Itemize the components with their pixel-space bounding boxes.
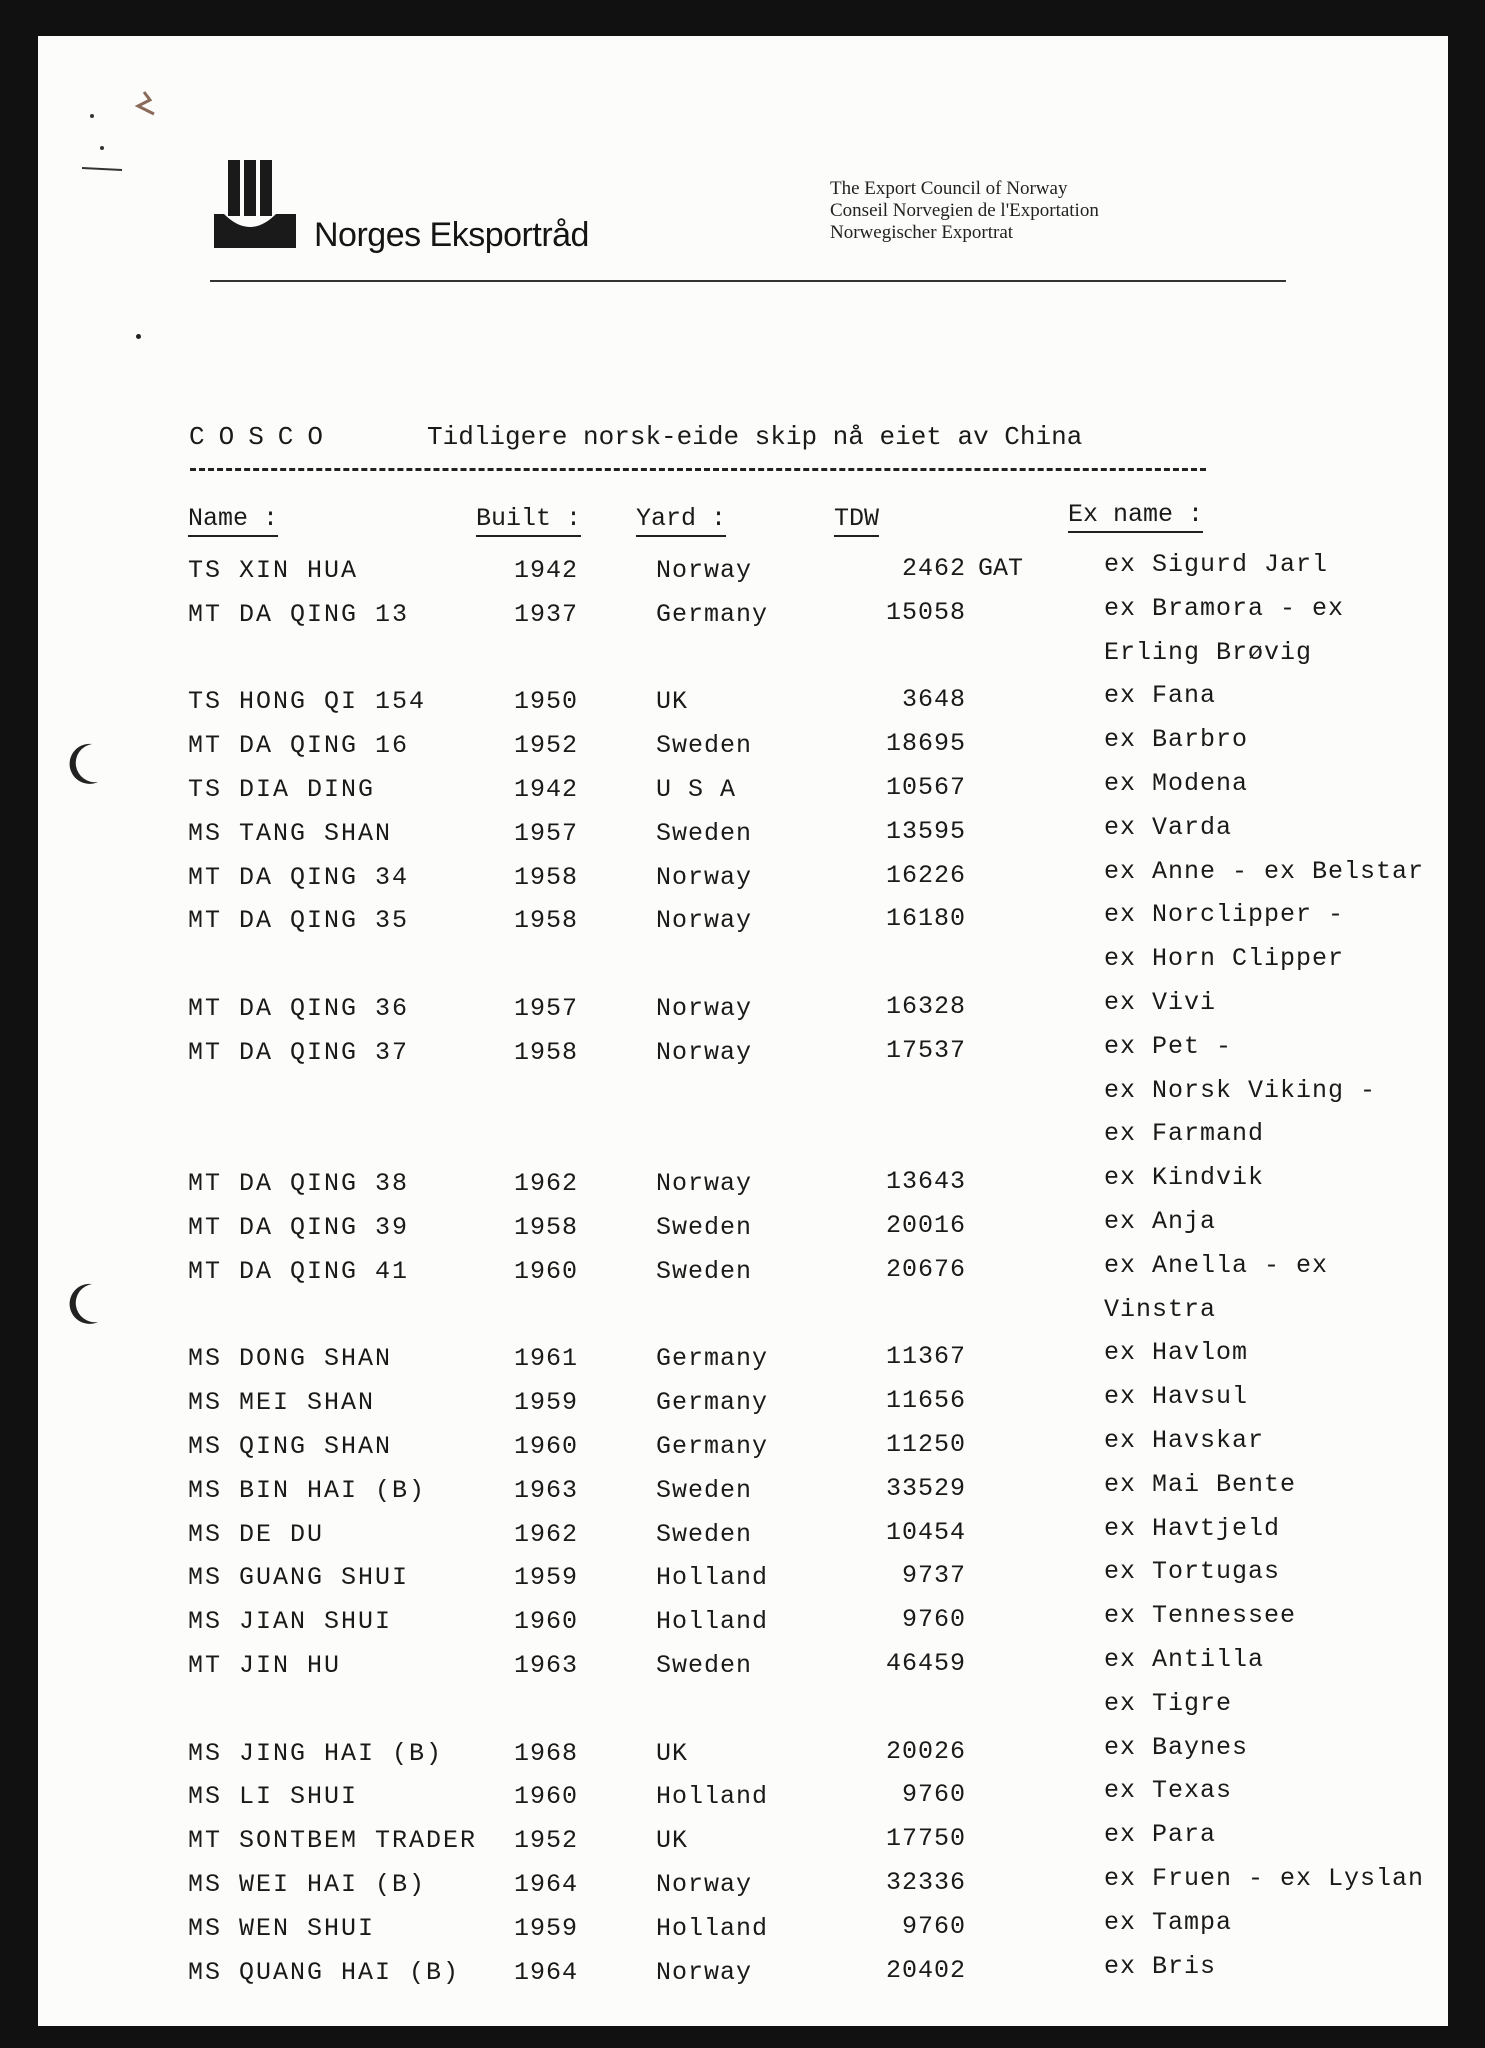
ship-built-year: 1963 (514, 1475, 579, 1505)
ship-name: MT DA QING 38 (188, 1169, 410, 1199)
council-line: Norwegischer Exportrat (830, 222, 1014, 243)
stray-dot (136, 334, 141, 339)
ship-ex-name: ex Horn Clipper (1104, 944, 1345, 974)
ship-ex-name: ex Havtjeld (1104, 1513, 1281, 1543)
ship-name: MS JING HAI (B) (188, 1738, 444, 1768)
ship-built-year: 1937 (514, 599, 579, 629)
header-name: Name : (188, 504, 278, 533)
ship-yard: Norway (656, 1169, 753, 1199)
ship-name: MT DA QING 13 (188, 599, 410, 629)
ship-ex-name: ex Baynes (1104, 1732, 1249, 1762)
ship-name: MS QUANG HAI (B) (188, 1957, 461, 1987)
header-ex-name: Ex name : (1068, 500, 1203, 529)
ship-built-year: 1964 (514, 1957, 579, 1987)
ship-yard: Germany (656, 1344, 769, 1374)
ship-ex-name: ex Anne - ex Belstar (1104, 856, 1425, 886)
ship-tdw: 2462 (901, 554, 966, 583)
ship-tdw: 9737 (901, 1561, 966, 1591)
ship-name: MS DONG SHAN (188, 1344, 393, 1374)
ship-name: MT DA QING 35 (188, 906, 410, 936)
ship-name: MS DE DU (188, 1519, 325, 1549)
ship-name: MS LI SHUI (188, 1782, 359, 1812)
ship-ex-name: ex Kindvik (1104, 1163, 1265, 1193)
ship-ex-name: ex Texas (1104, 1776, 1233, 1806)
ship-ex-name: Vinstra (1104, 1294, 1217, 1324)
ship-yard: Sweden (656, 818, 753, 848)
ship-tdw: 13595 (885, 816, 966, 846)
ship-tdw: 9760 (901, 1605, 966, 1635)
ship-name: TS HONG QI 154 (188, 687, 427, 717)
ship-yard: U S A (656, 775, 737, 804)
ship-name: TS DIA DING (188, 775, 376, 804)
norges-eksportrad-logo-icon (214, 160, 298, 250)
ship-built-year: 1958 (514, 906, 579, 936)
ship-ex-name: ex Varda (1104, 812, 1233, 842)
ship-built-year: 1964 (514, 1870, 579, 1899)
ship-yard: Holland (656, 1607, 769, 1637)
ship-yard: Holland (656, 1782, 769, 1812)
ship-name: MS JIAN SHUI (188, 1607, 393, 1637)
ship-built-year: 1942 (514, 556, 579, 585)
ship-built-year: 1959 (514, 1913, 579, 1943)
ship-tdw: 20676 (885, 1254, 966, 1284)
ship-built-year: 1957 (514, 994, 579, 1023)
ship-ex-name: ex Havlom (1104, 1338, 1249, 1368)
ship-tdw: 16328 (885, 992, 966, 1021)
ship-built-year: 1960 (514, 1782, 579, 1812)
ship-name: MS QING SHAN (188, 1432, 393, 1461)
ship-yard: UK (656, 687, 689, 717)
ship-built-year: 1962 (514, 1519, 579, 1549)
ship-built-year: 1961 (514, 1344, 579, 1374)
header-yard: Yard : (636, 504, 726, 533)
ship-tdw: 10567 (885, 773, 966, 802)
ship-yard: Sweden (656, 1519, 753, 1549)
ship-name: MT SONTBEM TRADER (188, 1826, 478, 1856)
ship-ex-name: ex Pet - (1104, 1031, 1233, 1061)
ship-built-year: 1952 (514, 1826, 579, 1856)
ship-ex-name: ex Sigurd Jarl (1104, 550, 1329, 579)
ship-yard: Germany (656, 1432, 769, 1461)
ship-ex-name: ex Norclipper - (1104, 900, 1345, 930)
ship-ex-name: ex Tigre (1104, 1688, 1233, 1718)
ship-tdw: 20026 (885, 1736, 966, 1766)
ship-built-year: 1968 (514, 1738, 579, 1768)
ship-tdw: 16226 (885, 860, 966, 890)
ship-tdw: 33529 (885, 1473, 966, 1503)
ship-tdw: 18695 (885, 729, 966, 759)
ship-ex-name: ex Fana (1104, 681, 1217, 711)
ship-built-year: 1958 (514, 862, 579, 892)
ship-name: MS WEI HAI (B) (188, 1870, 427, 1899)
ship-tdw: 11656 (885, 1386, 966, 1416)
ship-tdw: 13643 (885, 1167, 966, 1197)
ship-name: MT DA QING 16 (188, 731, 410, 761)
ship-ex-name: ex Para (1104, 1820, 1217, 1850)
ship-built-year: 1952 (514, 731, 579, 761)
ship-yard: Sweden (656, 1651, 753, 1680)
ship-ex-name: ex Tennessee (1104, 1601, 1297, 1631)
ship-tdw: 32336 (885, 1868, 966, 1897)
ship-ex-name: ex Fruen - ex Lyslan (1104, 1864, 1425, 1893)
ship-built-year: 1957 (514, 818, 579, 848)
ship-yard: Norway (656, 1037, 753, 1067)
ship-name: MT DA QING 36 (188, 994, 410, 1023)
ship-name: MS MEI SHAN (188, 1388, 376, 1418)
ship-name: MT DA QING 41 (188, 1256, 410, 1286)
ship-ex-name: ex Modena (1104, 769, 1249, 798)
ship-yard: Norway (656, 1870, 753, 1899)
ship-tdw: 3648 (901, 685, 966, 715)
ship-built-year: 1958 (514, 1213, 579, 1242)
ship-ex-name: ex Antilla (1104, 1645, 1265, 1674)
ship-tdw: 17537 (885, 1035, 966, 1065)
ship-tdw: 16180 (885, 904, 966, 934)
ship-yard: Holland (656, 1913, 769, 1943)
dashed-divider (190, 468, 1206, 471)
ship-built-year: 1963 (514, 1651, 579, 1680)
ship-ex-name: ex Anella - ex (1104, 1250, 1329, 1280)
ship-tdw: 10454 (885, 1517, 966, 1547)
ship-yard: Sweden (656, 1213, 753, 1242)
ship-ex-name: ex Havsul (1104, 1382, 1249, 1412)
ship-ex-name: ex Havskar (1104, 1426, 1265, 1455)
ship-tdw: 15058 (885, 597, 966, 627)
ship-yard: Sweden (656, 1475, 753, 1505)
council-line: Conseil Norvegien de l'Exportation (830, 200, 1099, 221)
title-org: COSCO (189, 422, 338, 452)
ship-ex-name: ex Vivi (1104, 988, 1217, 1017)
ship-yard: Norway (656, 906, 753, 936)
ship-tdw: 20016 (885, 1211, 966, 1240)
ship-built-year: 1960 (514, 1432, 579, 1461)
ship-yard: Norway (656, 556, 753, 585)
ship-ex-name: ex Anja (1104, 1207, 1217, 1236)
ship-tdw-unit: GAT (978, 554, 1024, 583)
ship-built-year: 1942 (514, 775, 579, 804)
ship-tdw: 20402 (885, 1955, 966, 1985)
ship-ex-name: ex Farmand (1104, 1119, 1265, 1149)
header-tdw: TDW (834, 504, 879, 533)
council-names (830, 178, 1099, 244)
ship-tdw: 9760 (901, 1780, 966, 1810)
letterhead-divider (210, 280, 1286, 282)
document-title (189, 422, 1082, 452)
ship-name: MS GUANG SHUI (188, 1563, 410, 1593)
document-page (38, 36, 1448, 2026)
ship-yard: Norway (656, 862, 753, 892)
ship-tdw: 46459 (885, 1649, 966, 1678)
ship-ex-name: ex Bramora - ex (1104, 593, 1345, 623)
ship-yard: Norway (656, 994, 753, 1023)
ship-yard: UK (656, 1738, 689, 1768)
ship-name: MT DA QING 34 (188, 862, 410, 892)
header-built: Built : (476, 504, 581, 533)
ship-ex-name: ex Tampa (1104, 1907, 1233, 1937)
ship-built-year: 1958 (514, 1037, 579, 1067)
ship-yard: Sweden (656, 1256, 753, 1286)
ship-ex-name: ex Barbro (1104, 725, 1249, 755)
ship-ex-name: Erling Brøvig (1104, 637, 1313, 667)
ship-tdw: 11250 (885, 1430, 966, 1459)
ship-name: MT JIN HU (188, 1651, 342, 1680)
ship-yard: Norway (656, 1957, 753, 1987)
ship-name: MS WEN SHUI (188, 1913, 376, 1943)
title-text: Tidligere norsk-eide skip nå eiet av China (427, 422, 1083, 452)
ship-yard: Sweden (656, 731, 753, 761)
brand-name: Norges Eksportråd (314, 216, 589, 254)
ship-name: MT DA QING 37 (188, 1037, 410, 1067)
ship-yard: UK (656, 1826, 689, 1856)
ship-tdw: 9760 (901, 1911, 966, 1941)
ship-ex-name: ex Norsk Viking - (1104, 1075, 1377, 1105)
ship-tdw: 11367 (885, 1342, 966, 1372)
council-line: The Export Council of Norway (830, 178, 1068, 199)
ship-built-year: 1960 (514, 1256, 579, 1286)
ship-name: MS TANG SHAN (188, 818, 393, 848)
ship-yard: Germany (656, 1388, 769, 1418)
ship-tdw: 17750 (885, 1824, 966, 1854)
ship-ex-name: ex Bris (1104, 1951, 1217, 1981)
ship-name: MS BIN HAI (B) (188, 1475, 427, 1505)
ship-built-year: 1959 (514, 1563, 579, 1593)
crescent-punch-mark-icon (66, 742, 102, 786)
ship-built-year: 1959 (514, 1388, 579, 1418)
ink-mark-icon (82, 86, 172, 176)
ship-name: MT DA QING 39 (188, 1213, 410, 1242)
ship-ex-name: ex Mai Bente (1104, 1469, 1297, 1499)
ship-yard: Germany (656, 599, 769, 629)
ship-built-year: 1960 (514, 1607, 579, 1637)
ship-name: TS XIN HUA (188, 556, 359, 585)
ship-built-year: 1950 (514, 687, 579, 717)
ship-ex-name: ex Tortugas (1104, 1557, 1281, 1587)
crescent-punch-mark-icon (66, 1282, 102, 1326)
ship-yard: Holland (656, 1563, 769, 1593)
ship-built-year: 1962 (514, 1169, 579, 1199)
